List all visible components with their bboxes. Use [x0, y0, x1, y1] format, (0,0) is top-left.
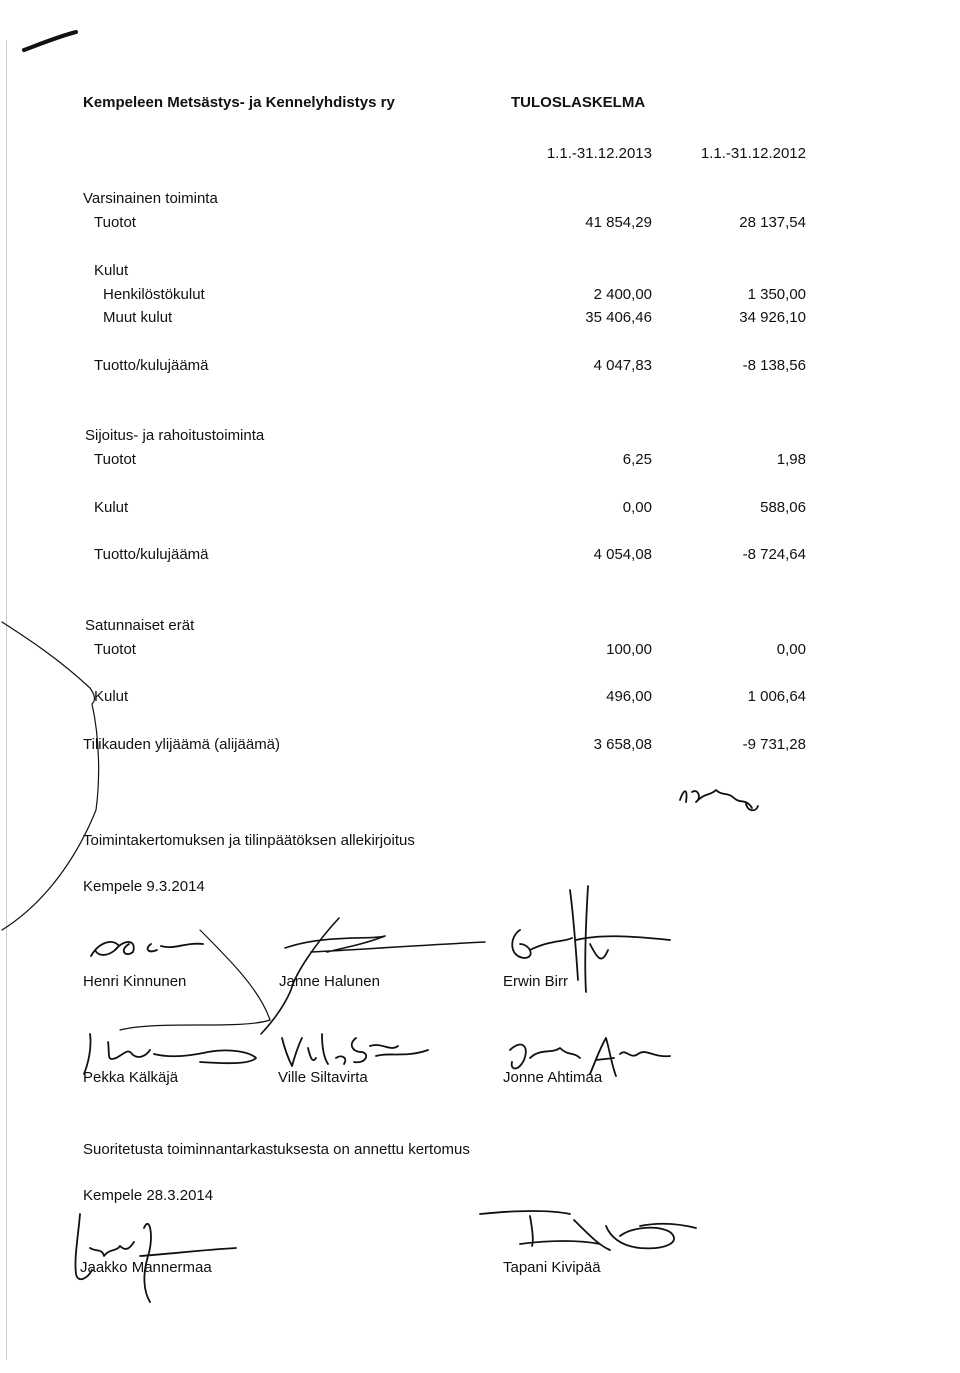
- signer-name-4: Pekka Kälkäjä: [83, 1069, 179, 1086]
- row-value-period-result-2012: -9 731,28: [742, 736, 806, 753]
- signer-name-5: Ville Siltavirta: [278, 1069, 368, 1086]
- signatures-heading: Toimintakertomuksen ja tilinpäätöksen allekirjoitus: [83, 832, 415, 849]
- signer-name-2: Janne Halunen: [279, 973, 380, 990]
- auditor-name-1: Jaakko Mannermaa: [80, 1259, 212, 1276]
- row-value-operations-result-2012: -8 138,56: [742, 357, 806, 374]
- signatures-place-date: Kempele 9.3.2014: [83, 878, 205, 895]
- audit-place-date: Kempele 28.3.2014: [83, 1187, 214, 1204]
- handwritten-initials: [676, 778, 766, 818]
- signature-henri-kinnunen: [85, 920, 215, 968]
- row-value-other-expenses-2012: 34 926,10: [739, 309, 806, 326]
- row-label-extraordinary-expenses: Kulut: [94, 688, 129, 705]
- auditor-name-2: Tapani Kivipää: [503, 1259, 601, 1276]
- row-value-personnel-expenses-2012: 1 350,00: [747, 286, 806, 303]
- row-value-operations-income-2012: 28 137,54: [739, 214, 806, 231]
- row-value-extraordinary-income-2012: 0,00: [776, 641, 806, 658]
- row-value-other-expenses-2013: 35 406,46: [585, 309, 652, 326]
- row-value-investment-income-2012: 1,98: [776, 451, 806, 468]
- scan-mark: [20, 28, 80, 54]
- row-value-investment-expenses-2012: 588,06: [760, 499, 806, 516]
- signature-jaakko-mannermaa: [60, 1208, 250, 1308]
- row-value-operations-result-2013: 4 047,83: [593, 357, 652, 374]
- section-heading-extraordinary: Satunnaiset erät: [85, 617, 195, 634]
- row-label-other-expenses: Muut kulut: [103, 309, 173, 326]
- row-label-operations-result: Tuotto/kulujäämä: [94, 357, 209, 374]
- row-value-period-result-2013: 3 658,08: [593, 736, 652, 753]
- row-label-investment-income: Tuotot: [94, 451, 136, 468]
- period-2013-header: 1.1.-31.12.2013: [546, 145, 652, 162]
- period-2012-header: 1.1.-31.12.2012: [700, 145, 806, 162]
- audit-statement: Suoritetusta toiminnantarkastuksesta on annettu kertomus: [83, 1141, 470, 1158]
- row-label-extraordinary-income: Tuotot: [94, 641, 136, 658]
- row-value-extraordinary-expenses-2012: 1 006,64: [747, 688, 806, 705]
- row-value-investment-result-2013: 4 054,08: [593, 546, 652, 563]
- organization-name: Kempeleen Metsästys- ja Kennelyhdistys ry: [83, 94, 395, 111]
- statement-title: TULOSLASKELMA: [511, 94, 646, 111]
- row-value-personnel-expenses-2013: 2 400,00: [593, 286, 652, 303]
- row-label-investment-expenses: Kulut: [94, 499, 129, 516]
- row-label-operations-income: Tuotot: [94, 214, 136, 231]
- row-value-investment-expenses-2013: 0,00: [622, 499, 652, 516]
- row-value-investment-result-2012: -8 724,64: [742, 546, 806, 563]
- signer-name-1: Henri Kinnunen: [83, 973, 187, 990]
- row-value-operations-income-2013: 41 854,29: [585, 214, 652, 231]
- section-heading-investment: Sijoitus- ja rahoitustoiminta: [85, 427, 265, 444]
- signature-tapani-kivipaa: [470, 1206, 700, 1266]
- signer-name-6: Jonne Ahtimaa: [503, 1069, 603, 1086]
- row-value-extraordinary-expenses-2013: 496,00: [606, 688, 652, 705]
- row-label-investment-result: Tuotto/kulujäämä: [94, 546, 209, 563]
- subheading-operations-expenses: Kulut: [94, 262, 129, 279]
- signer-name-3: Erwin Birr: [503, 973, 569, 990]
- signature-ville-siltavirta: [278, 1028, 438, 1073]
- row-label-personnel-expenses: Henkilöstökulut: [103, 286, 205, 303]
- row-value-extraordinary-income-2013: 100,00: [606, 641, 652, 658]
- row-value-investment-income-2013: 6,25: [622, 451, 652, 468]
- section-heading-operations: Varsinainen toiminta: [83, 190, 218, 207]
- row-label-period-result: Tilikauden ylijäämä (alijäämä): [83, 736, 281, 753]
